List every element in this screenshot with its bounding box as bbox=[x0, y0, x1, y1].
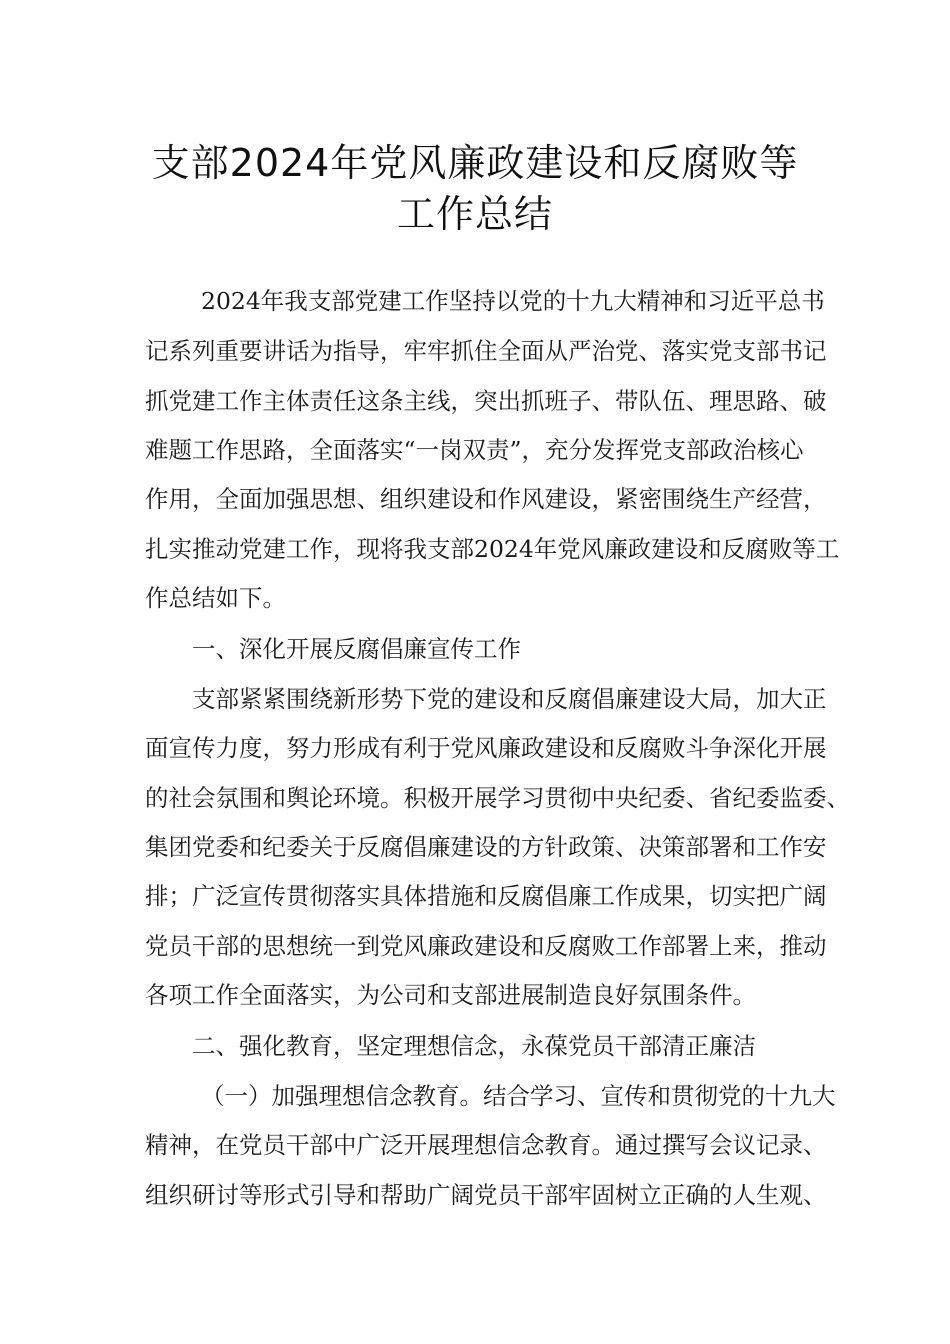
body-line: 扎实推动党建工作，现将我支部2024年党风廉政建设和反腐败等工 bbox=[145, 535, 840, 563]
body-line: 作总结如下。 bbox=[145, 584, 286, 612]
body-line: 集团党委和纪委关于反腐倡廉建设的方针政策、决策部署和工作安 bbox=[145, 833, 827, 861]
body-line: 支部紧紧围绕新形势下党的建设和反腐倡廉建设大局，加大正 bbox=[192, 685, 827, 713]
body-line: 排；广泛宣传贯彻落实具体措施和反腐倡廉工作成果，切实把广阔 bbox=[145, 882, 827, 910]
body-line: 的社会氛围和舆论环境。积极开展学习贯彻中央纪委、省纪委监委、 bbox=[145, 784, 850, 812]
section-heading: 二、强化教育，坚定理想信念，永葆党员干部清正廉洁 bbox=[192, 1032, 756, 1060]
body-line: 组织研讨等形式引导和帮助广阔党员干部牢固树立正确的人生观、 bbox=[145, 1181, 827, 1209]
body-line: 党员干部的思想统一到党风廉政建设和反腐败工作部署上来，推动 bbox=[145, 932, 827, 960]
body-line: 各项工作全面落实，为公司和支部进展制造良好氛围条件。 bbox=[145, 981, 756, 1009]
body-line: （一）加强理想信念教育。结合学习、宣传和贯彻党的十九大 bbox=[201, 1082, 836, 1110]
body-line: 记系列重要讲话为指导，牢牢抓住全面从严治党、落实党支部书记 bbox=[145, 337, 827, 365]
section-heading: 一、深化开展反腐倡廉宣传工作 bbox=[192, 635, 521, 663]
body-line: 2024年我支部党建工作坚持以党的十九大精神和习近平总书 bbox=[201, 287, 825, 315]
body-line: 面宣传力度，努力形成有利于党风廉政建设和反腐败斗争深化开展 bbox=[145, 734, 827, 762]
body-line: 抓党建工作主体责任这条主线，突出抓班子、带队伍、理思路、破 bbox=[145, 387, 827, 415]
document-title-line-2: 工作总结 bbox=[396, 192, 553, 236]
body-line: 精神，在党员干部中广泛开展理想信念教育。通过撰写会议记录、 bbox=[145, 1131, 827, 1159]
body-line: 作用，全面加强思想、组织建设和作风建设，紧密围绕生产经营， bbox=[145, 485, 827, 513]
body-line: 难题工作思路，全面落实“一岗双责”，充分发挥党支部政治核心 bbox=[145, 436, 804, 464]
document-title-line-1: 支部2024年党风廉政建设和反腐败等 bbox=[151, 141, 799, 185]
